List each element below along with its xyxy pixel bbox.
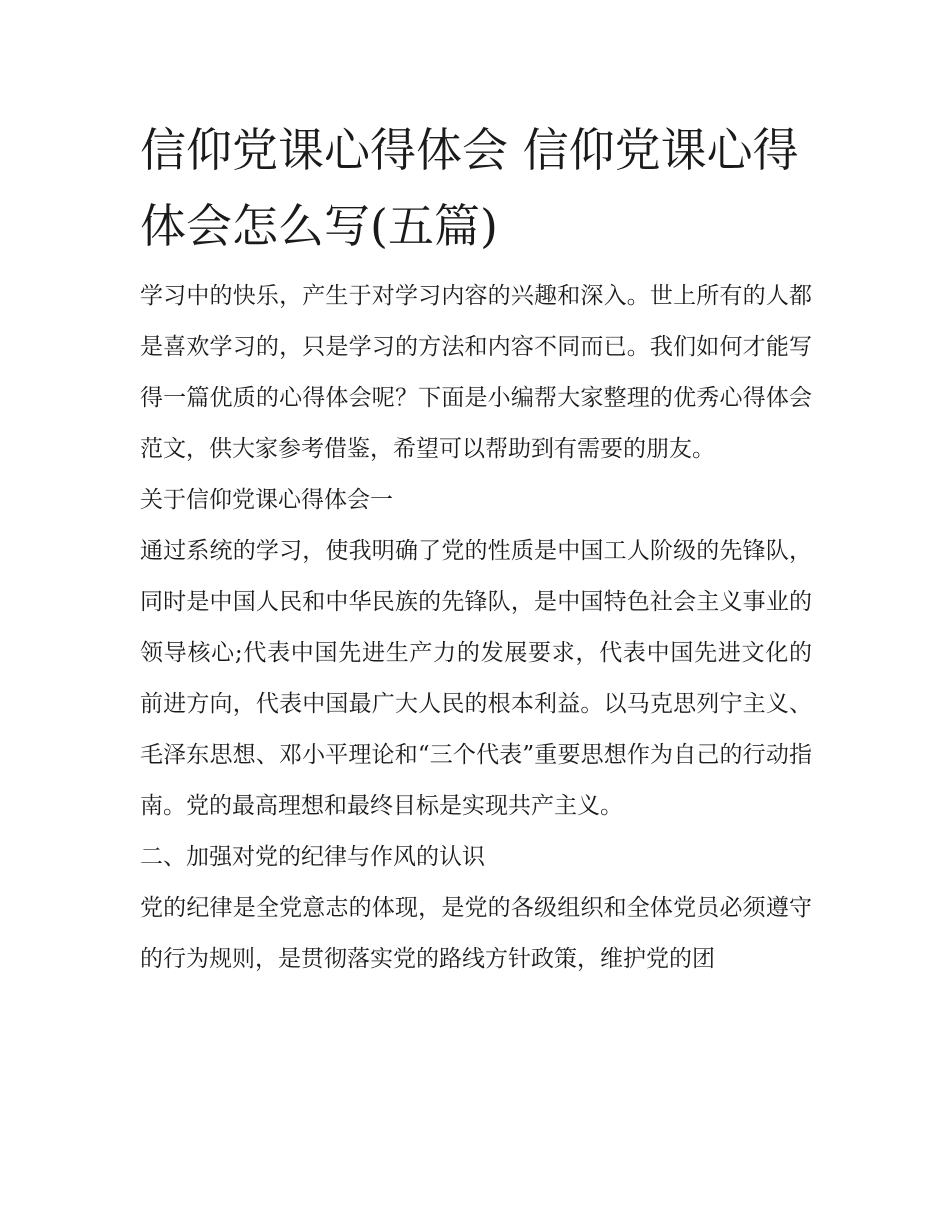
document-title: 信仰党课心得体会 信仰党课心得体会怎么写(五篇) [140,123,799,253]
document-page [140,112,812,985]
section-heading-two: 二、加强对党的纪律与作风的认识 [140,844,485,870]
intro-paragraph: 学习中的快乐，产生于对学习内容的兴趣和深入。世上所有的人都是喜欢学习的，只是学习的方法和内容不同而已。我们如何才能写得一篇优质的心得体会呢？下面是小编帮大家整理的优秀心得体会范文，供大家参考借鉴，希望可以帮助到有需要的朋友。 [140,283,812,462]
section-heading-one: 关于信仰党课心得体会一 [140,487,393,513]
document-body [140,271,812,985]
body-paragraph: 通过系统的学习，使我明确了党的性质是中国工人阶级的先锋队，同时是中国人民和中华民族的先锋队，是中国特色社会主义事业的领导核心;代表中国先进生产力的发展要求，代表中国先进文化的前进方向，代表中国最广大人民的根本利益。以马克思列宁主义、毛泽东思想、邓小平理论和“三个代表”重要思想作为自己的行动指南。党的最高理想和最终目标是实现共产主义。 [140,538,812,819]
body-paragraph: 党的纪律是全党意志的体现，是党的各级组织和全体党员必须遵守的行为规则，是贯彻落实党的路线方针政策，维护党的团 [140,895,812,972]
